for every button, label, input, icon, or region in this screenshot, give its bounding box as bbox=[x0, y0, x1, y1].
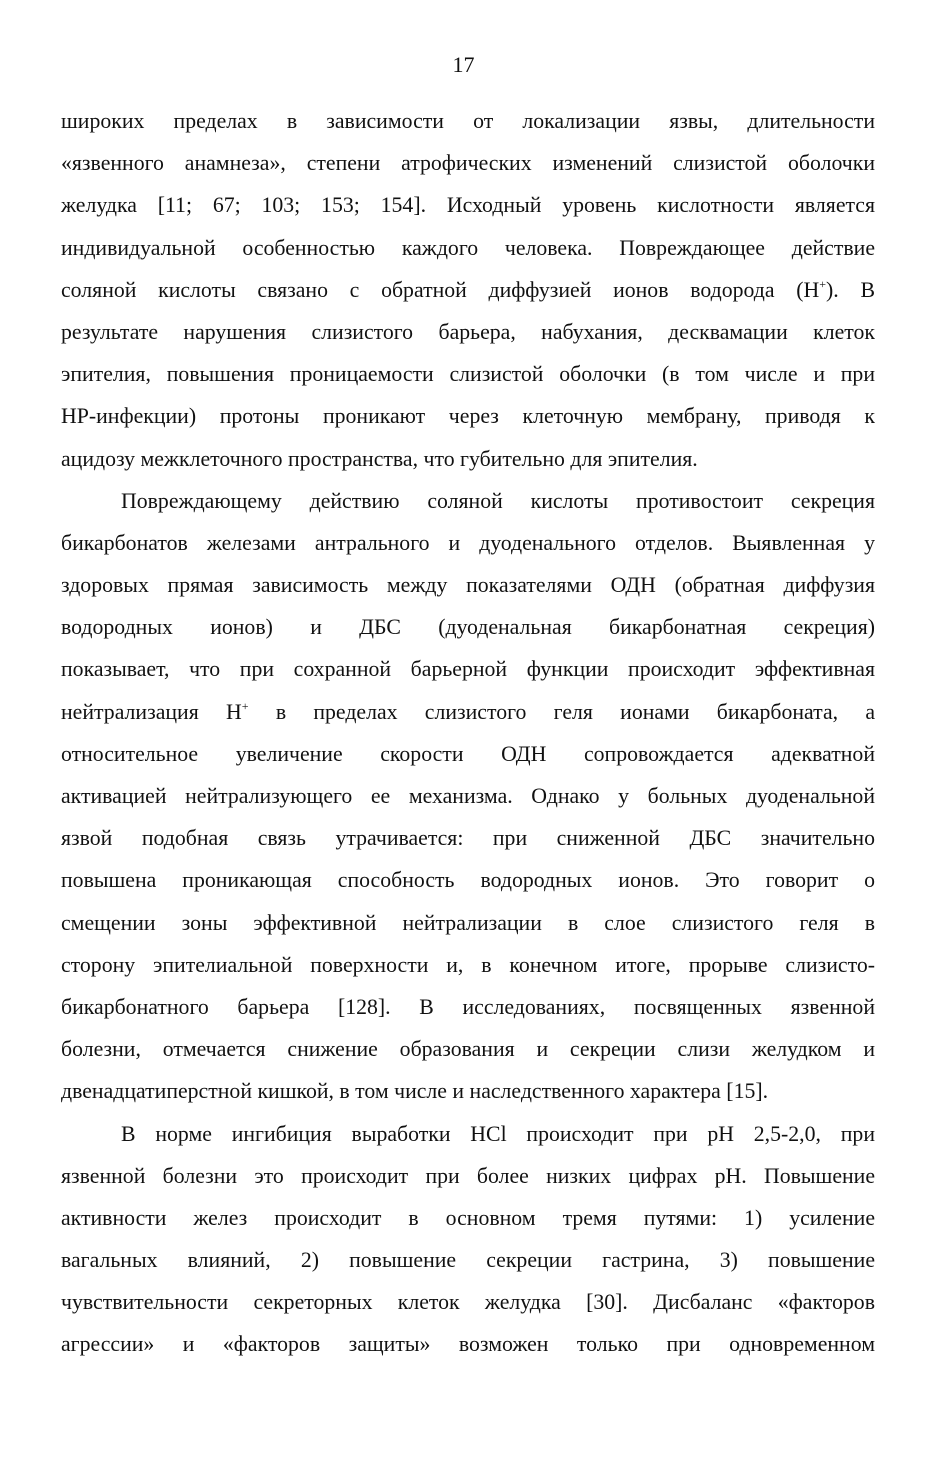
text-fragment: ). В bbox=[826, 277, 876, 302]
text-fragment: в пределах слизистого геля ионами бикарбоната, а bbox=[248, 699, 876, 724]
text-line: агрессии» и «факторов защиты» возможен только при одновременном bbox=[61, 1332, 875, 1357]
text-line: ацидозу межклеточного пространства, что губительно для эпителия. bbox=[61, 446, 698, 471]
paragraph-1 bbox=[61, 100, 875, 480]
document-body bbox=[61, 100, 875, 1366]
text-fragment: нейтрализация H bbox=[61, 699, 242, 724]
text-line: широких пределах в зависимости от локализации язвы, длительности bbox=[61, 109, 875, 133]
superscript-plus: + bbox=[819, 276, 827, 291]
text-line: результате нарушения слизистого барьера, набухания, десквамации клеток bbox=[61, 319, 875, 344]
superscript-plus: + bbox=[241, 698, 249, 713]
text-line: индивидуальной особенностью каждого человека. Повреждающее действие bbox=[61, 235, 875, 260]
text-line: «язвенного анамнеза», степени атрофических изменений слизистой оболочки bbox=[61, 151, 875, 176]
text-line: язвенной болезни это происходит при более низких цифрах pH. Повышение bbox=[61, 1163, 875, 1188]
text-line: бикарбонатного барьера [128]. В исследованиях, посвященных язвенной bbox=[61, 994, 875, 1019]
text-line-with-superscript bbox=[61, 269, 875, 311]
text-line: активности желез происходит в основном тремя путями: 1) усиление bbox=[61, 1205, 875, 1230]
text-line: Повреждающему действию соляной кислоты противостоит секреция bbox=[121, 488, 875, 513]
text-line: двенадцатиперстной кишкой, в том числе и наследственного характера [15]. bbox=[61, 1079, 769, 1104]
paragraph-3 bbox=[61, 1113, 875, 1366]
text-line: повышена проникающая способность водородных ионов. Это говорит о bbox=[61, 868, 875, 893]
text-line: болезни, отмечается снижение образования и секреции слизи желудком и bbox=[61, 1037, 875, 1062]
text-line: желудка [11; 67; 103; 153; 154]. Исходный уровень кислотности является bbox=[61, 193, 875, 218]
paragraph-2 bbox=[61, 480, 875, 1113]
text-line: чувствительности секреторных клеток желудка [30]. Дисбаланс «факторов bbox=[61, 1290, 875, 1315]
text-line: эпителия, повышения проницаемости слизистой оболочки (в том числе и при bbox=[61, 362, 875, 387]
text-line: здоровых прямая зависимость между показателями ОДН (обратная диффузия bbox=[61, 573, 875, 598]
text-line: В норме ингибиция выработки HCl происходит при pH 2,5-2,0, при bbox=[121, 1121, 875, 1146]
text-line: вагальных влияний, 2) повышение секреции гастрина, 3) повышение bbox=[61, 1248, 875, 1273]
text-line: сторону эпителиальной поверхности и, в конечном итоге, прорыве слизисто- bbox=[61, 952, 875, 977]
text-line: относительное увеличение скорости ОДН сопровождается адекватной bbox=[61, 741, 875, 766]
text-line: смещении зоны эффективной нейтрализации в слое слизистого геля в bbox=[61, 910, 875, 935]
text-line: язвой подобная связь утрачивается: при сниженной ДБС значительно bbox=[61, 826, 875, 851]
text-line: показывает, что при сохранной барьерной функции происходит эффективная bbox=[61, 657, 875, 682]
text-fragment: соляной кислоты связано с обратной диффузией ионов водорода (H bbox=[61, 277, 820, 302]
text-line: HP-инфекции) протоны проникают через клеточную мембрану, приводя к bbox=[61, 404, 875, 429]
text-line: активацией нейтрализующего ее механизма. Однако у больных дуоденальной bbox=[61, 784, 875, 808]
page-number: 17 bbox=[452, 52, 475, 77]
text-line: водородных ионов) и ДБС (дуоденальная бикарбонатная секреция) bbox=[61, 615, 875, 640]
text-line: бикарбонатов железами антрального и дуоденального отделов. Выявленная у bbox=[61, 530, 875, 555]
text-line-with-superscript bbox=[61, 691, 875, 733]
